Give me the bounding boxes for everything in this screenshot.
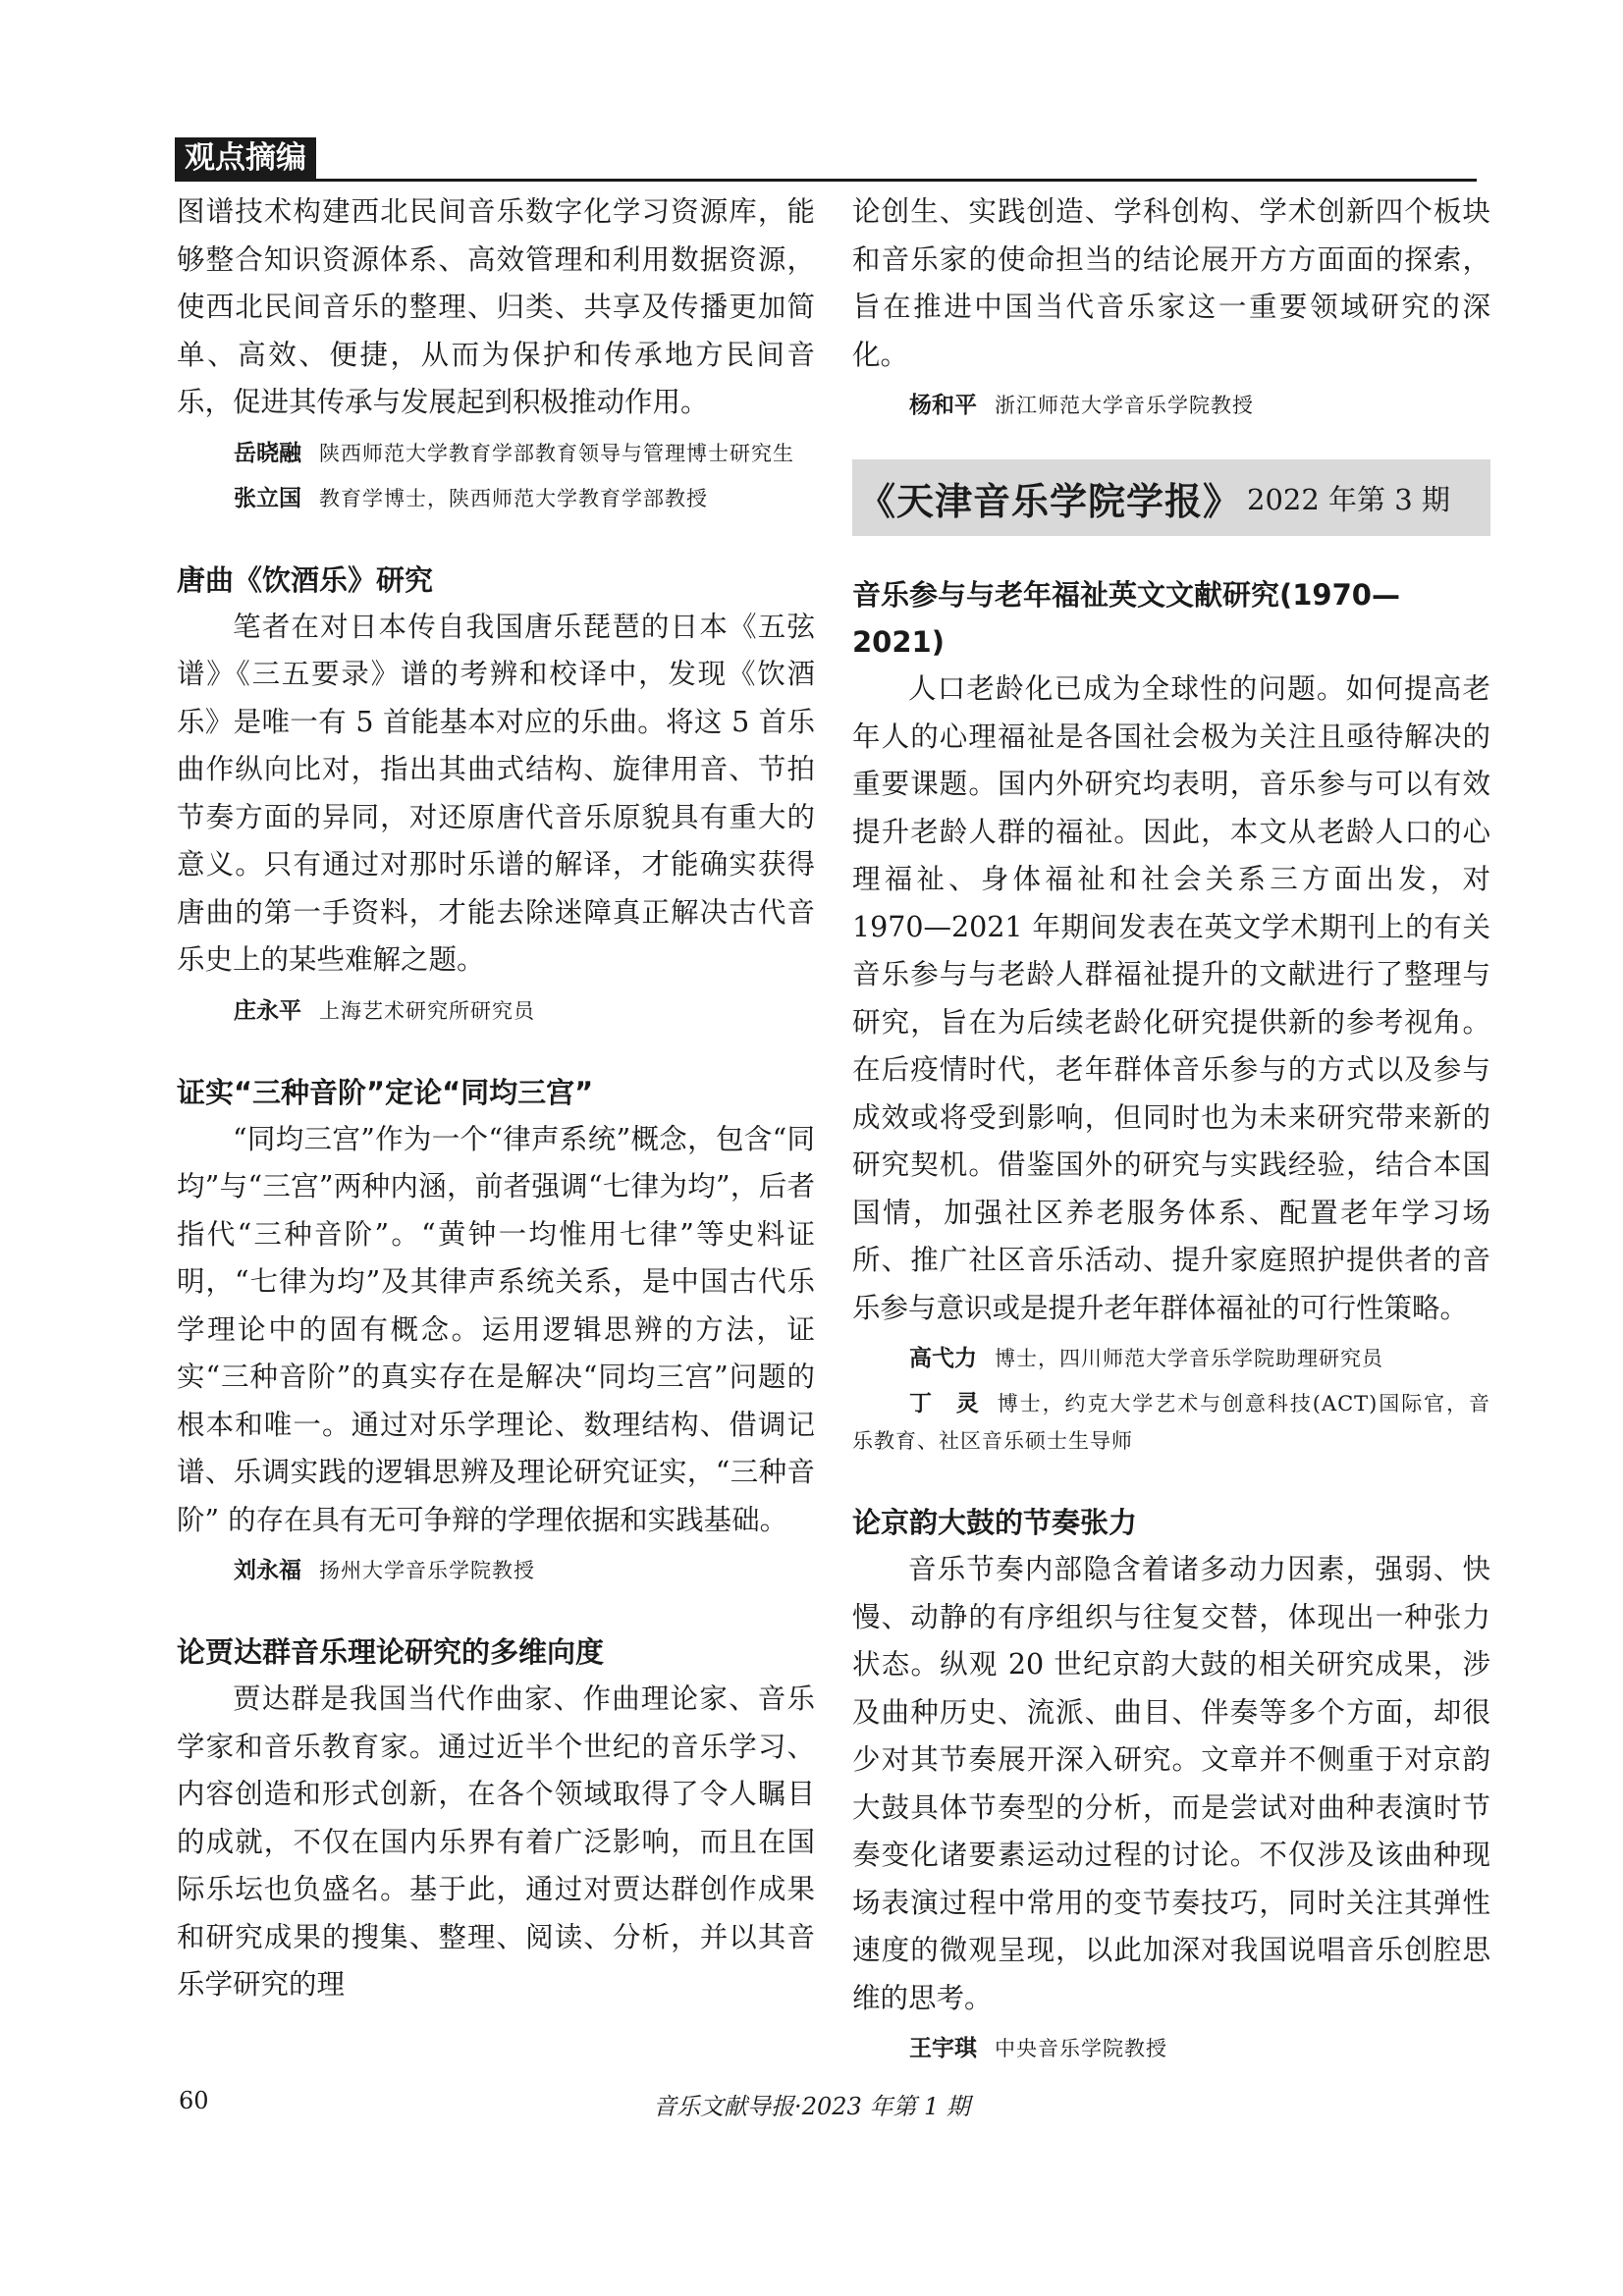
author-line	[852, 387, 1490, 424]
author-info: 教育学博士，陕西师范大学教育学部教授	[319, 486, 708, 510]
article-title: 论贾达群音乐理论研究的多维向度	[177, 1635, 605, 1669]
author-line	[852, 1385, 1490, 1460]
author-info: 浙江师范大学音乐学院教授	[995, 394, 1254, 417]
author-name: 杨和平	[909, 393, 977, 418]
top-rule	[175, 179, 1477, 182]
page-number: 60	[179, 2087, 209, 2114]
article-title: 论京韵大鼓的节奏张力	[852, 1506, 1138, 1539]
article-body: 音乐节奏内部隐含着诸多动力因素，强弱、快慢、动静的有序组织与往复交替，体现出一种张力状态。纵观 20 世纪京韵大鼓的相关研究成果，涉及曲种历史、流派、曲目、伴奏等多个方面，却很少对其节奏展开深入研究。文章并不侧重于对京韵大鼓具体节奏型的分析，而是尝试对曲种表演时节奏变化诸要素运动过程的讨论。不仅涉及该曲种现场表演过程中常用的变节奏技巧，同时关注其弹性速度的微观呈现，以此加深对我国说唱音乐创腔思维的思考。	[852, 1553, 1490, 2014]
article-body: 人口老龄化已成为全球性的问题。如何提高老年人的心理福祉是各国社会极为关注且亟待解决的重要课题。国内外研究均表明，音乐参与可以有效提升老龄人群的福祉。因此，本文从老龄人口的心理福祉、身体福祉和社会关系三方面出发，对 1970—2021 年期间发表在英文学术期刊上的有关音乐参与与老龄人群福祉提升的文献进行了整理与研究，旨在为后续老龄化研究提供新的参考视角。在后疫情时代，老年群体音乐参与的方式以及参与成效或将受到影响，但同时也为未来研究带来新的研究契机。借鉴国外的研究与实践经验，结合本国国情，加强社区养老服务体系、配置老年学习场所、推广社区音乐活动、提升家庭照护提供者的音乐参与意识或是提升老年群体福祉的可行性策略。	[852, 672, 1490, 1324]
author-line	[177, 480, 815, 517]
author-name: 张立国	[234, 485, 301, 511]
author-line	[177, 1552, 815, 1589]
author-line	[177, 992, 815, 1030]
article-body: “同均三宫”作为一个“律声系统”概念，包含“同均”与“三宫”两种内涵，前者强调“七律为均”，后者指代“三种音阶”。“黄钟一均惟用七律”等史料证明，“七律为均”及其律声系统关系，是中国古代乐学理论中的固有概念。运用逻辑思辨的方法，证实“三种音阶”的真实存在是解决“同均三宫”问题的根本和唯一。通过对乐学理论、数理结构、借调记谱、乐调实践的逻辑思辨及理论研究证实，“三种音阶” 的存在具有无可争辩的学理依据和实践基础。	[177, 1122, 815, 1536]
continued-paragraph: 图谱技术构建西北民间音乐数字化学习资源库，能够整合知识资源体系、高效管理和利用数据资源，使西北民间音乐的整理、归类、共享及传播更加简单、高效、便捷，从而为保护和传承地方民间音乐，促进其传承与发展起到积极推动作用。	[177, 195, 815, 418]
continued-paragraph: 论创生、实践创造、学科创构、学术创新四个板块和音乐家的使命担当的结论展开方方面面的探索，旨在推进中国当代音乐家这一重要领域研究的深化。	[852, 195, 1490, 371]
author-info: 中央音乐学院教授	[995, 2037, 1167, 2060]
author-info: 博士，约克大学艺术与创意科技(ACT)国际官，音乐教育、社区音乐硕士生导师	[852, 1392, 1491, 1453]
article-body: 贾达群是我国当代作曲家、作曲理论家、音乐学家和音乐教育家。通过近半个世纪的音乐学习、内容创造和形式创新，在各个领域取得了令人瞩目的成就，不仅在国内乐界有着广泛影响，而且在国际乐坛也负盛名。基于此，通过对贾达群创作成果和研究成果的搜集、整理、阅读、分析，并以其音乐学研究的理	[177, 1682, 815, 2001]
journal-issue: 2022 年第 3 期	[1247, 482, 1450, 516]
article-title: 音乐参与与老年福祉英文文献研究(1970—2021)	[852, 578, 1400, 659]
article-body: 笔者在对日本传自我国唐乐琵琶的日本《五弦谱》《三五要录》谱的考辨和校译中，发现《饮酒乐》是唯一有 5 首能基本对应的乐曲。将这 5 首乐曲作纵向比对，指出其曲式结构、旋律用音、节拍节奏方面的异同，对还原唐代音乐原貌具有重大的意义。只有通过对那时乐谱的解译，才能确实获得唐曲的第一手资料，才能去除迷障真正解决古代音乐史上的某些难解之题。	[177, 610, 815, 976]
author-name: 庄永平	[234, 997, 301, 1024]
author-name: 岳晓融	[234, 440, 301, 466]
author-line	[852, 2030, 1490, 2067]
author-info: 陕西师范大学教育学部教育领导与管理博士研究生	[319, 441, 794, 465]
article-title: 唐曲《饮酒乐》研究	[177, 562, 434, 597]
author-info: 上海艺术研究所研究员	[319, 998, 535, 1023]
author-info: 博士，四川师范大学音乐学院助理研究员	[995, 1347, 1383, 1370]
author-name: 高弋力	[909, 1346, 977, 1371]
left-column	[177, 188, 815, 2009]
footer-journal: 音乐文献导报·2023 年第 1 期	[653, 2093, 970, 2120]
author-line	[852, 1340, 1490, 1377]
journal-name: 《天津音乐学院学报》	[858, 479, 1242, 523]
journal-header	[852, 459, 1490, 536]
author-name: 王宇琪	[909, 2036, 977, 2061]
author-name: 丁 灵	[909, 1391, 980, 1416]
section-tag: 观点摘编	[175, 137, 316, 179]
author-info: 扬州大学音乐学院教授	[319, 1559, 535, 1582]
author-line	[177, 435, 815, 472]
right-column	[852, 188, 1490, 2067]
article-title: 证实“三种音阶”定论“同均三宫”	[177, 1075, 594, 1109]
author-name: 刘永福	[234, 1558, 301, 1583]
